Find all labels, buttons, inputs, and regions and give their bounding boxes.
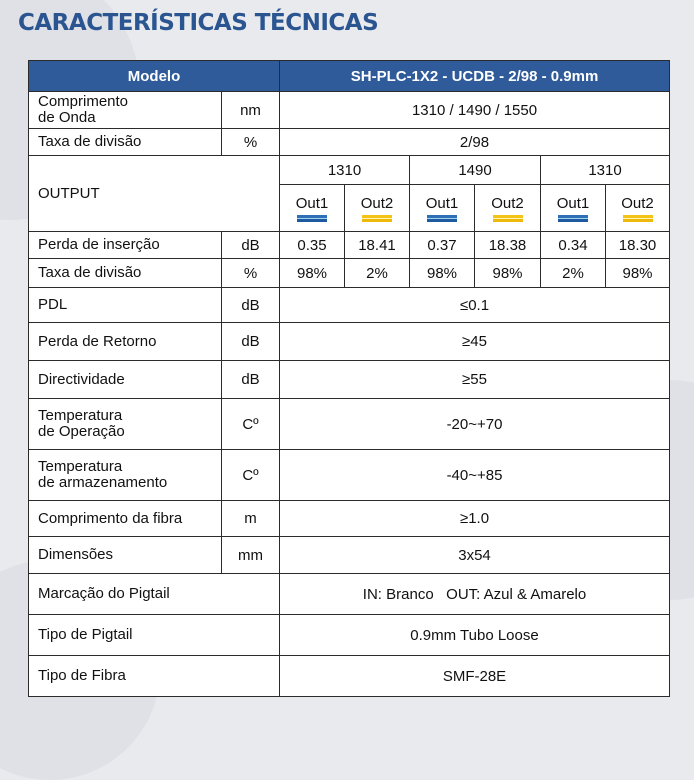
row-unit: mm: [222, 537, 280, 574]
row-cell-value: 98%: [410, 259, 475, 288]
row-cell-value: 98%: [475, 259, 541, 288]
output-port-label: Out2: [621, 194, 654, 212]
row-cell-value: 98%: [606, 259, 670, 288]
row-unit: nm: [222, 92, 280, 129]
row-value: 1310 / 1490 / 1550: [280, 92, 670, 129]
table-row: [29, 574, 670, 615]
table-row: [29, 361, 670, 399]
output-port-label: Out1: [295, 194, 329, 212]
table-row: [29, 288, 670, 323]
row-label: Marcação do Pigtail: [29, 574, 280, 615]
blue-fiber-icon: [558, 215, 588, 222]
row-value: 2/98: [280, 129, 670, 156]
output-port-label: Out2: [360, 194, 394, 212]
row-cell-value: 0.37: [410, 232, 475, 259]
table-row: [29, 450, 670, 501]
row-value: -40~+85: [280, 450, 670, 501]
row-unit: %: [222, 129, 280, 156]
header-model-label: Modelo: [29, 61, 280, 92]
output-group-1490: 1490: [410, 156, 541, 185]
output-group-1310: 1310: [280, 156, 410, 185]
row-unit: Cº: [222, 399, 280, 450]
row-unit: Cº: [222, 450, 280, 501]
row-value: SMF-28E: [280, 656, 670, 697]
row-label-line: Comprimento: [38, 93, 129, 110]
table-row: [29, 156, 670, 185]
output-port-label: Out2: [491, 194, 524, 212]
row-label: Tipo de Fibra: [29, 656, 280, 697]
output-port-label: Out1: [556, 194, 590, 212]
row-label-line: Temperatura: [38, 458, 123, 475]
output-port-cell: [345, 185, 410, 232]
table-row: [29, 259, 670, 288]
row-cell-value: 18.41: [345, 232, 410, 259]
row-label-line: de armazenamento: [38, 474, 168, 491]
row-label-line: Temperatura: [38, 407, 123, 424]
row-label: Perda de Retorno: [29, 323, 222, 361]
yellow-fiber-icon: [362, 215, 392, 222]
row-label: [29, 450, 222, 501]
output-port-label: Out1: [425, 194, 459, 212]
row-value: ≥1.0: [280, 501, 670, 537]
output-label: OUTPUT: [29, 156, 280, 232]
row-label-line: de Onda: [38, 109, 96, 126]
row-label: [29, 92, 222, 129]
row-value: ≥45: [280, 323, 670, 361]
row-label: Tipo de Pigtail: [29, 615, 280, 656]
spec-table: [28, 60, 670, 697]
table-row: [29, 92, 670, 129]
row-cell-value: 0.35: [280, 232, 345, 259]
output-port-cell: [280, 185, 345, 232]
row-label: Directividade: [29, 361, 222, 399]
row-cell-value: 2%: [541, 259, 606, 288]
row-unit: m: [222, 501, 280, 537]
row-value: 0.9mm Tubo Loose: [280, 615, 670, 656]
output-port-cell: [541, 185, 606, 232]
table-row: [29, 615, 670, 656]
table-row: [29, 232, 670, 259]
row-unit: dB: [222, 323, 280, 361]
blue-fiber-icon: [427, 215, 457, 222]
row-cell-value: 98%: [280, 259, 345, 288]
table-row: [29, 129, 670, 156]
table-row: [29, 656, 670, 697]
row-cell-value: 2%: [345, 259, 410, 288]
row-unit: %: [222, 259, 280, 288]
row-cell-value: 18.30: [606, 232, 670, 259]
header-model-value: SH-PLC-1X2 - UCDB - 2/98 - 0.9mm: [280, 61, 670, 92]
row-unit: dB: [222, 361, 280, 399]
output-port-cell: [606, 185, 670, 232]
output-port-cell: [475, 185, 541, 232]
row-value: -20~+70: [280, 399, 670, 450]
row-unit: dB: [222, 232, 280, 259]
row-cell-value: 0.34: [541, 232, 606, 259]
row-label: Dimensões: [29, 537, 222, 574]
row-label: Taxa de divisão: [29, 129, 222, 156]
row-label-line: de Operação: [38, 423, 125, 440]
table-header-row: [29, 61, 670, 92]
table-row: [29, 323, 670, 361]
row-unit: dB: [222, 288, 280, 323]
yellow-fiber-icon: [623, 215, 653, 222]
page-title: CARACTERÍSTICAS TÉCNICAS: [18, 10, 379, 36]
row-label: Taxa de divisão: [29, 259, 222, 288]
table-row: [29, 501, 670, 537]
row-cell-value: 18.38: [475, 232, 541, 259]
blue-fiber-icon: [297, 215, 327, 222]
yellow-fiber-icon: [493, 215, 523, 222]
row-value: IN: Branco OUT: Azul & Amarelo: [280, 574, 670, 615]
row-label: [29, 399, 222, 450]
row-label: PDL: [29, 288, 222, 323]
row-value: 3x54: [280, 537, 670, 574]
output-port-cell: [410, 185, 475, 232]
row-value: ≥55: [280, 361, 670, 399]
table-row: [29, 399, 670, 450]
table-row: [29, 537, 670, 574]
row-label: Comprimento da fibra: [29, 501, 222, 537]
row-value: ≤0.1: [280, 288, 670, 323]
row-label: Perda de inserção: [29, 232, 222, 259]
output-group-1310-b: 1310: [541, 156, 670, 185]
